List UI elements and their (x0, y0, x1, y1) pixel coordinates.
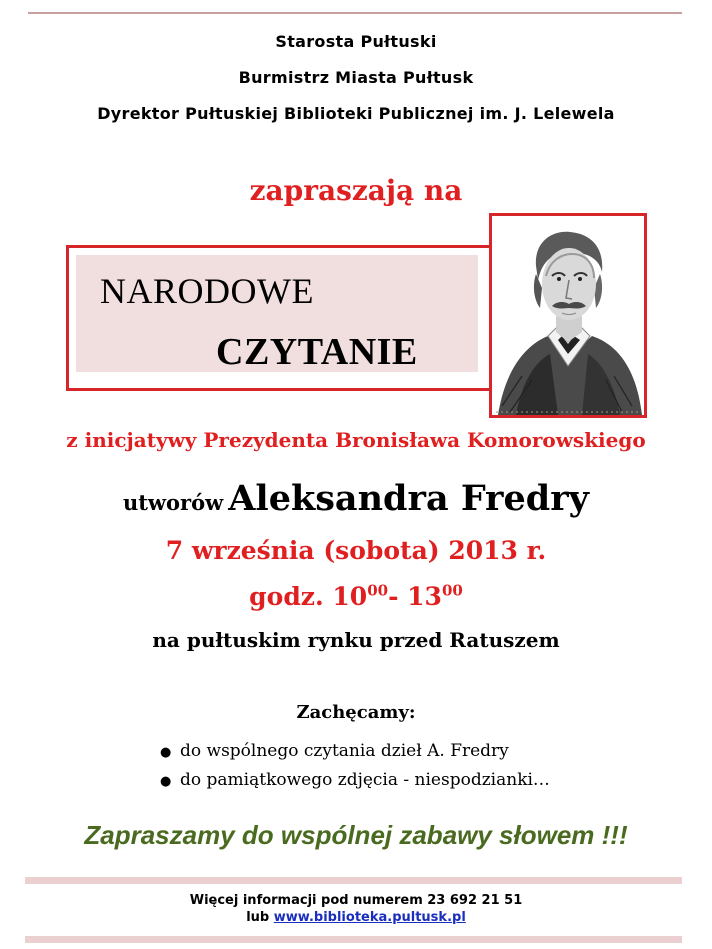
header-dyrektor: Dyrektor Pułtuskiej Biblioteki Publicznej im. J. Lelewela (97, 104, 615, 123)
list-item: ● do wspólnego czytania dzieł A. Fredry (160, 737, 550, 766)
footer-band-bottom (25, 936, 682, 943)
event-date: 7 września (sobota) 2013 r. (165, 536, 547, 565)
footer-or-label: lub (246, 910, 270, 925)
footer-link-line (0, 910, 712, 925)
top-divider (28, 12, 682, 14)
initiative-text: z inicjatywy Prezydenta Bronisława Komorowskiego (66, 428, 646, 452)
header-starosta: Starosta Pułtuski (275, 32, 437, 51)
time-start-sup: 00 (367, 581, 389, 600)
invite-text: zapraszają na (249, 174, 463, 207)
encourage-list (160, 737, 550, 795)
library-website-link[interactable]: www.biblioteka.pultusk.pl (273, 910, 466, 925)
portrait-frame (489, 213, 647, 418)
bullet-icon: ● (160, 774, 172, 789)
time-prefix: godz. 10 (249, 582, 368, 611)
author-name: Aleksandra Fredry (228, 478, 590, 519)
encourage-heading: Zachęcamy: (296, 702, 416, 723)
header-burmistrz: Burmistrz Miasta Pułtusk (238, 68, 474, 87)
works-line (0, 478, 712, 522)
slogan: Zapraszamy do wspólnej zabawy słowem !!! (84, 820, 628, 850)
fredro-portrait-image (492, 216, 644, 415)
time-end-sup: 00 (441, 581, 463, 600)
bullet-icon: ● (160, 745, 172, 760)
footer-info: Więcej informacji pod numerem 23 692 21 51 (189, 893, 523, 908)
works-prefix: utworów (122, 490, 224, 515)
title-czytanie: CZYTANIE (216, 331, 418, 373)
footer-band-top (25, 877, 682, 884)
title-narodowe: NARODOWE (100, 271, 314, 311)
time-separator: - 13 (388, 582, 442, 611)
event-place: na pułtuskim rynku przed Ratuszem (152, 628, 560, 652)
event-time (0, 582, 712, 611)
list-item: ● do pamiątkowego zdjęcia - niespodzianki… (160, 766, 550, 795)
